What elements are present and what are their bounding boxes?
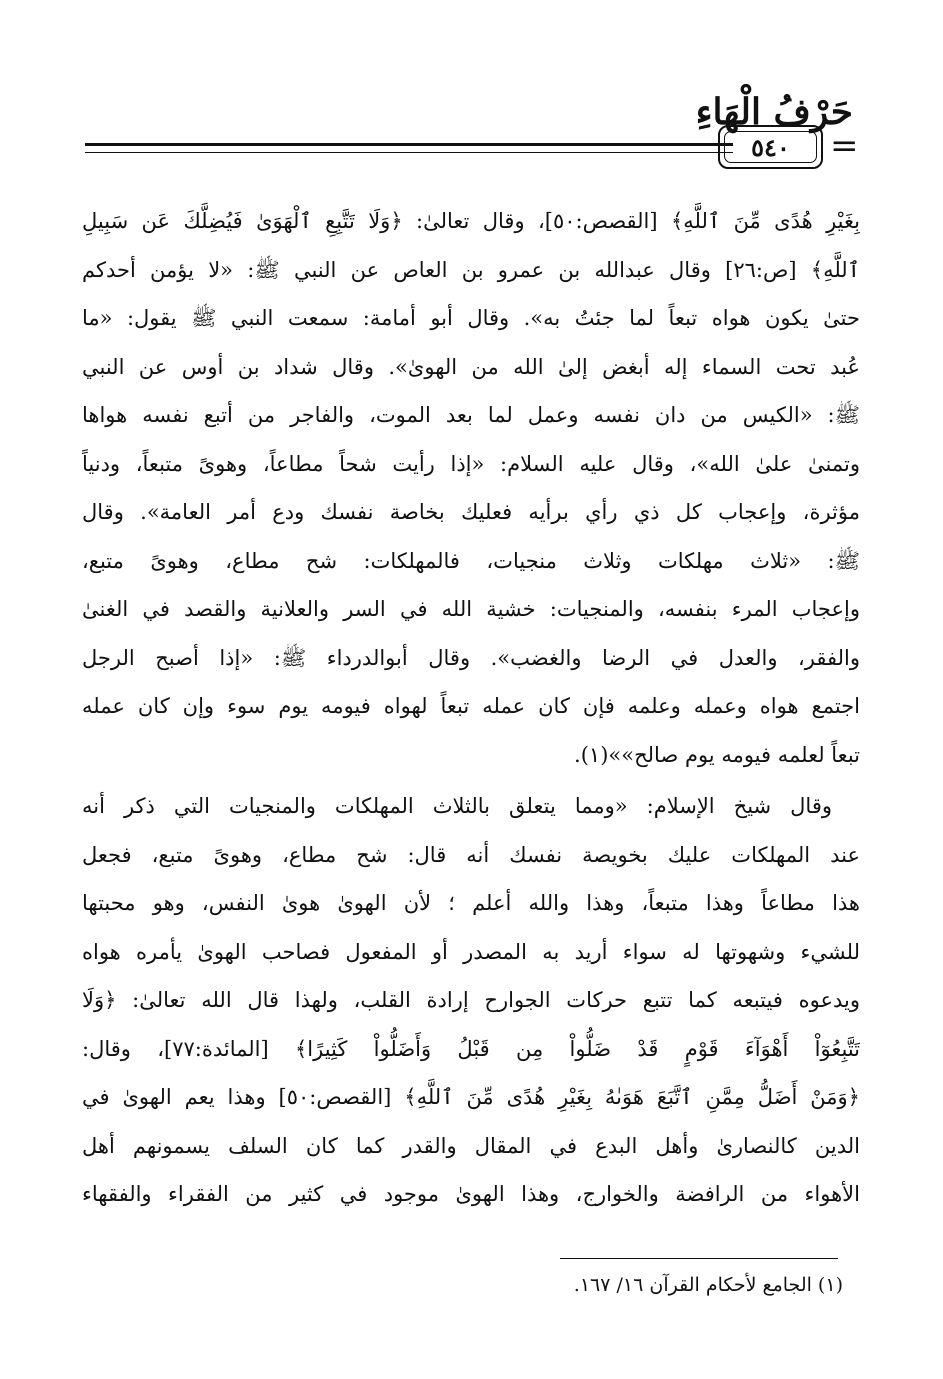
text-line: ويدعوه فيتبعه كما تتبع حركات الجوارح إرادة القلب، ولهذا قال الله تعالىٰ: ﴿وَلَا — [82, 988, 860, 1012]
text-line: والفقر، والعدل في الرضا والغضب». وقال أبوالدرداء ﷺ: «إذا أصبح الرجل — [82, 645, 860, 670]
text-line: بِغَيْرِ هُدًى مِّنَ ٱللَّهِ﴾ [القصص:٥٠]، وقال تعالىٰ: ﴿وَلَا تَتَّبِعِ ٱلْهَوَىٰ فَيُضِلَّكَ عَن سَبِيلِ — [82, 209, 860, 233]
footnote: (١) الجامع لأحكام القرآن ١٦/ ١٦٧. — [573, 1274, 843, 1296]
header-equals-mark: = — [830, 126, 859, 166]
text-line: ﷺ: «الكيس من دان نفسه وعمل لما بعد الموت، والفاجر من أتبع نفسه هواها — [82, 403, 860, 427]
text-line: وتمنىٰ علىٰ الله»، وقال عليه السلام: «إذا رأيت شحاً مطاعاً، وهوىً متبعاً، ودنياً — [82, 451, 860, 476]
paragraph-start-line: وقال شيخ الإسلام: «ومما يتعلق بالثلاث المهلكات والمنجيات التي ذكر أنه — [82, 794, 832, 818]
header-rule-thick — [85, 143, 733, 146]
text-line: مؤثرة، وإعجاب كل ذي رأي برأيه فعليك بخاصة نفسك ودع أمر العامة». وقال — [82, 500, 860, 524]
text-line: الدين كالنصارىٰ وأهل البدع في المقال والقدر كما كان السلف يسمونهم أهل — [82, 1133, 860, 1158]
header-rule-thin — [85, 152, 733, 153]
page-header — [0, 0, 943, 175]
text-line: ﷺ: «ثلاث مهلكات وثلاث منجيات، فالمهلكات: شح مطاع، وهوىً متبع، — [82, 548, 860, 573]
text-line: ﴿وَمَنْ أَضَلُّ مِمَّنِ ٱتَّبَعَ هَوَىٰهُ بِغَيْرِ هُدًى مِّنَ ٱللَّهِ﴾ [القصص:٥٠] وهذا يعم الهوىٰ في — [82, 1085, 860, 1109]
page-number-frame — [718, 125, 823, 169]
text-line: عند المهلكات عليك بخويصة نفسك أنه قال: شح مطاع، وهوىً متبع، فجعل — [82, 842, 860, 867]
page-number: ٥٤٠ — [724, 131, 817, 163]
text-line: هذا مطاعاً وهذا متبعاً، وهذا والله أعلم ؛ لأن الهوىٰ هوىٰ النفس، وهو محبتها — [82, 891, 860, 915]
chapter-title: حَرْفُ الْهَاءِ — [695, 91, 853, 133]
body-text — [82, 197, 860, 1219]
text-line: تبعاً لعلمه فيومه يوم صالح»»(١). — [574, 742, 860, 767]
text-line: ٱللَّهِ﴾ [ص:٢٦] وقال عبدالله بن عمرو بن العاص عن النبي ﷺ: «لا يؤمن أحدكم — [82, 257, 860, 282]
text-line: حتىٰ يكون هواه تبعاً لما جئتُ به». وقال أبو أمامة: سمعت النبي ﷺ يقول: «ما — [82, 306, 860, 330]
text-line: اجتمع هواه وعمله وعلمه فإن كان عمله تبعاً لهواه فيومه يوم سوء وإن كان عمله — [82, 694, 860, 718]
text-line: عُبد تحت السماء إله أبغض إلىٰ الله من الهوىٰ». وقال شداد بن أوس عن النبي — [82, 354, 860, 379]
text-line: الأهواء من الرافضة والخوارج، وهذا الهوىٰ موجود في كثير من الفقراء والفقهاء — [82, 1182, 860, 1206]
text-line: للشيء وشهوتها له سواء أريد به المصدر أو المفعول فصاحب الهوىٰ يأمره هواه — [82, 939, 860, 964]
text-line: تَتَّبِعُوٓاْ أَهْوَآءَ قَوْمٍ قَدْ ضَلُّواْ مِن قَبْلُ وَأَضَلُّواْ كَثِيرًا﴾ [المائدة:٧٧]، وقال: — [82, 1036, 860, 1061]
text-line: وإعجاب المرء بنفسه، والمنجيات: خشية الله في السر والعلانية والقصد في الغنىٰ — [82, 597, 860, 621]
footnote-separator — [560, 1258, 838, 1259]
